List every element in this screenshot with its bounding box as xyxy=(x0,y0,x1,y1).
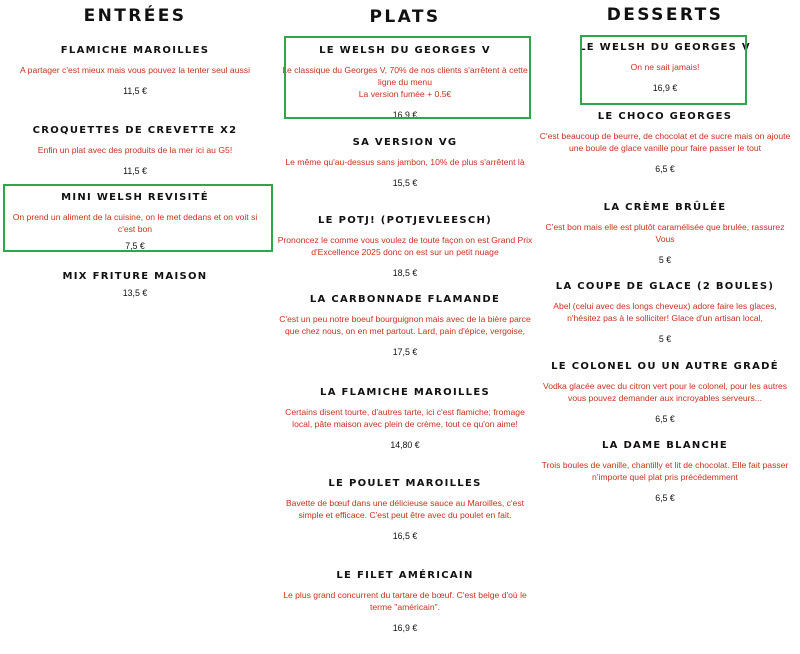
item-price: 6,5 € xyxy=(655,493,675,503)
menu-item xyxy=(270,45,540,120)
item-description: C'est un peu notre boeuf bourguignon mais avec de la bière parce que chez nous, on en met partout. Lard, pain d'épice, vergoise, xyxy=(279,314,531,336)
menu-item xyxy=(270,387,540,450)
item-price: 14,80 € xyxy=(390,440,420,450)
item-name: LA DAME BLANCHE xyxy=(601,440,729,451)
item-name: LE POTJ! (POTJEVLEESCH) xyxy=(317,215,493,226)
item-price: 6,5 € xyxy=(655,414,675,424)
menu-item xyxy=(0,192,270,251)
menu-item xyxy=(0,271,270,298)
item-name: LE CHOCO GEORGES xyxy=(597,111,733,122)
item-description: Le plus grand concurrent du tartare de bœuf. C'est belge d'où le terme "américain". xyxy=(283,590,527,612)
menu-item xyxy=(530,281,800,344)
item-name: LE WELSH DU GEORGES V xyxy=(319,45,491,56)
item-price: 18,5 € xyxy=(392,268,418,278)
item-description: Le même qu'au-dessus sans jambon, 10% de plus s'arrêtent là xyxy=(285,157,525,167)
menu-item xyxy=(270,137,540,188)
item-name: LE COLONEL OU UN AUTRE GRADÉ xyxy=(551,361,779,372)
item-description: A partager c'est mieux mais vous pouvez la tenter seul aussi xyxy=(20,65,250,75)
column-title: DESSERTS xyxy=(606,5,724,25)
item-description: Certains disent tourte, d'autres tarte, ici c'est flamiche; fromage local, pâte maison avec plein de crème, tout ce qu'on aime! xyxy=(285,407,525,429)
item-price: 11,5 € xyxy=(123,86,147,96)
item-price: 13,5 € xyxy=(122,288,148,298)
item-price: 16,9 € xyxy=(652,83,678,93)
item-price: 5 € xyxy=(658,334,672,344)
item-description: C'est beaucoup de beurre, de chocolat et de sucre mais on ajoute une boule de glace vanille pour faire passer le tout xyxy=(539,131,791,153)
column-title: PLATS xyxy=(369,7,441,27)
menu-item xyxy=(270,215,540,278)
menu-item xyxy=(530,361,800,424)
item-name: LE FILET AMÉRICAIN xyxy=(336,570,474,581)
item-name: LA CRÈME BRÛLÉE xyxy=(603,202,727,213)
item-price: 16,9 € xyxy=(392,623,418,633)
item-name: CROQUETTES DE CREVETTE X2 xyxy=(32,125,238,136)
menu-item xyxy=(270,294,540,357)
item-description: C'est bon mais elle est plutôt caramélisée que brulée, rassurez Vous xyxy=(545,222,785,244)
item-name: FLAMICHE MAROILLES xyxy=(60,45,210,56)
menu-item xyxy=(270,570,540,633)
item-name: MIX FRITURE MAISON xyxy=(62,271,208,282)
item-description: Vodka glacée avec du citron vert pour le colonel, pour les autres vous pouvez demander aux incroyables serveurs... xyxy=(542,381,788,403)
item-name: SA VERSION VG xyxy=(352,137,458,148)
item-description: Bavette de bœuf dans une délicieuse sauce au Maroilles, c'est simple et efficace. C'est peut être avec du poulet en fait. xyxy=(285,498,525,520)
column-title: ENTRÉES xyxy=(83,6,187,26)
item-name: LE WELSH DU GEORGES V xyxy=(579,42,751,53)
menu-item xyxy=(0,125,270,176)
item-description-smoked: La version fumée + 0.5€ xyxy=(358,89,452,99)
menu-item xyxy=(530,440,800,503)
item-price: 15,5 € xyxy=(392,178,418,188)
item-price: 16,5 € xyxy=(392,531,418,541)
item-price: 17,5 € xyxy=(392,347,418,357)
item-price: 7,5 € xyxy=(125,241,145,251)
item-description: Prononcez le comme vous voulez de toute façon on est Grand Prix d'Excellence 2025 donc on est sur un petit nuage xyxy=(277,235,533,257)
item-description: Le classique du Georges V, 70% de nos clients s'arrêtent à cette ligne du menu xyxy=(282,65,528,87)
item-description: On prend un aliment de la cuisine, on le met dedans et on voit si c'est bon xyxy=(12,212,258,234)
item-name: LA FLAMICHE MAROILLES xyxy=(320,387,490,398)
menu-item xyxy=(530,42,800,93)
menu-item xyxy=(0,45,270,96)
menu-item xyxy=(530,111,800,174)
item-price: 16,9 € xyxy=(392,110,418,120)
item-price: 11,5 € xyxy=(123,166,147,176)
item-description: Trois boules de vanille, chantilly et lit de chocolat. Elle fait passer n'importe quel plat pris précédemment xyxy=(541,460,789,482)
item-name: MINI WELSH REVISITÉ xyxy=(61,192,209,203)
item-description: Enfin un plat avec des produits de la mer ici au G5! xyxy=(37,145,233,155)
item-name: LE POULET MAROILLES xyxy=(328,478,482,489)
item-description: Abel (celui avec des longs cheveux) adore faire les glaces, n'hésitez pas à le solliciter! Glace d'un artisan local, xyxy=(553,301,777,323)
item-description: On ne sait jamais! xyxy=(630,62,700,72)
menu-item xyxy=(530,202,800,265)
item-name: LA COUPE DE GLACE (2 BOULES) xyxy=(555,281,775,292)
item-name: LA CARBONNADE FLAMANDE xyxy=(309,294,501,305)
item-price: 5 € xyxy=(658,255,672,265)
item-price: 6,5 € xyxy=(655,164,675,174)
menu-item xyxy=(270,478,540,541)
